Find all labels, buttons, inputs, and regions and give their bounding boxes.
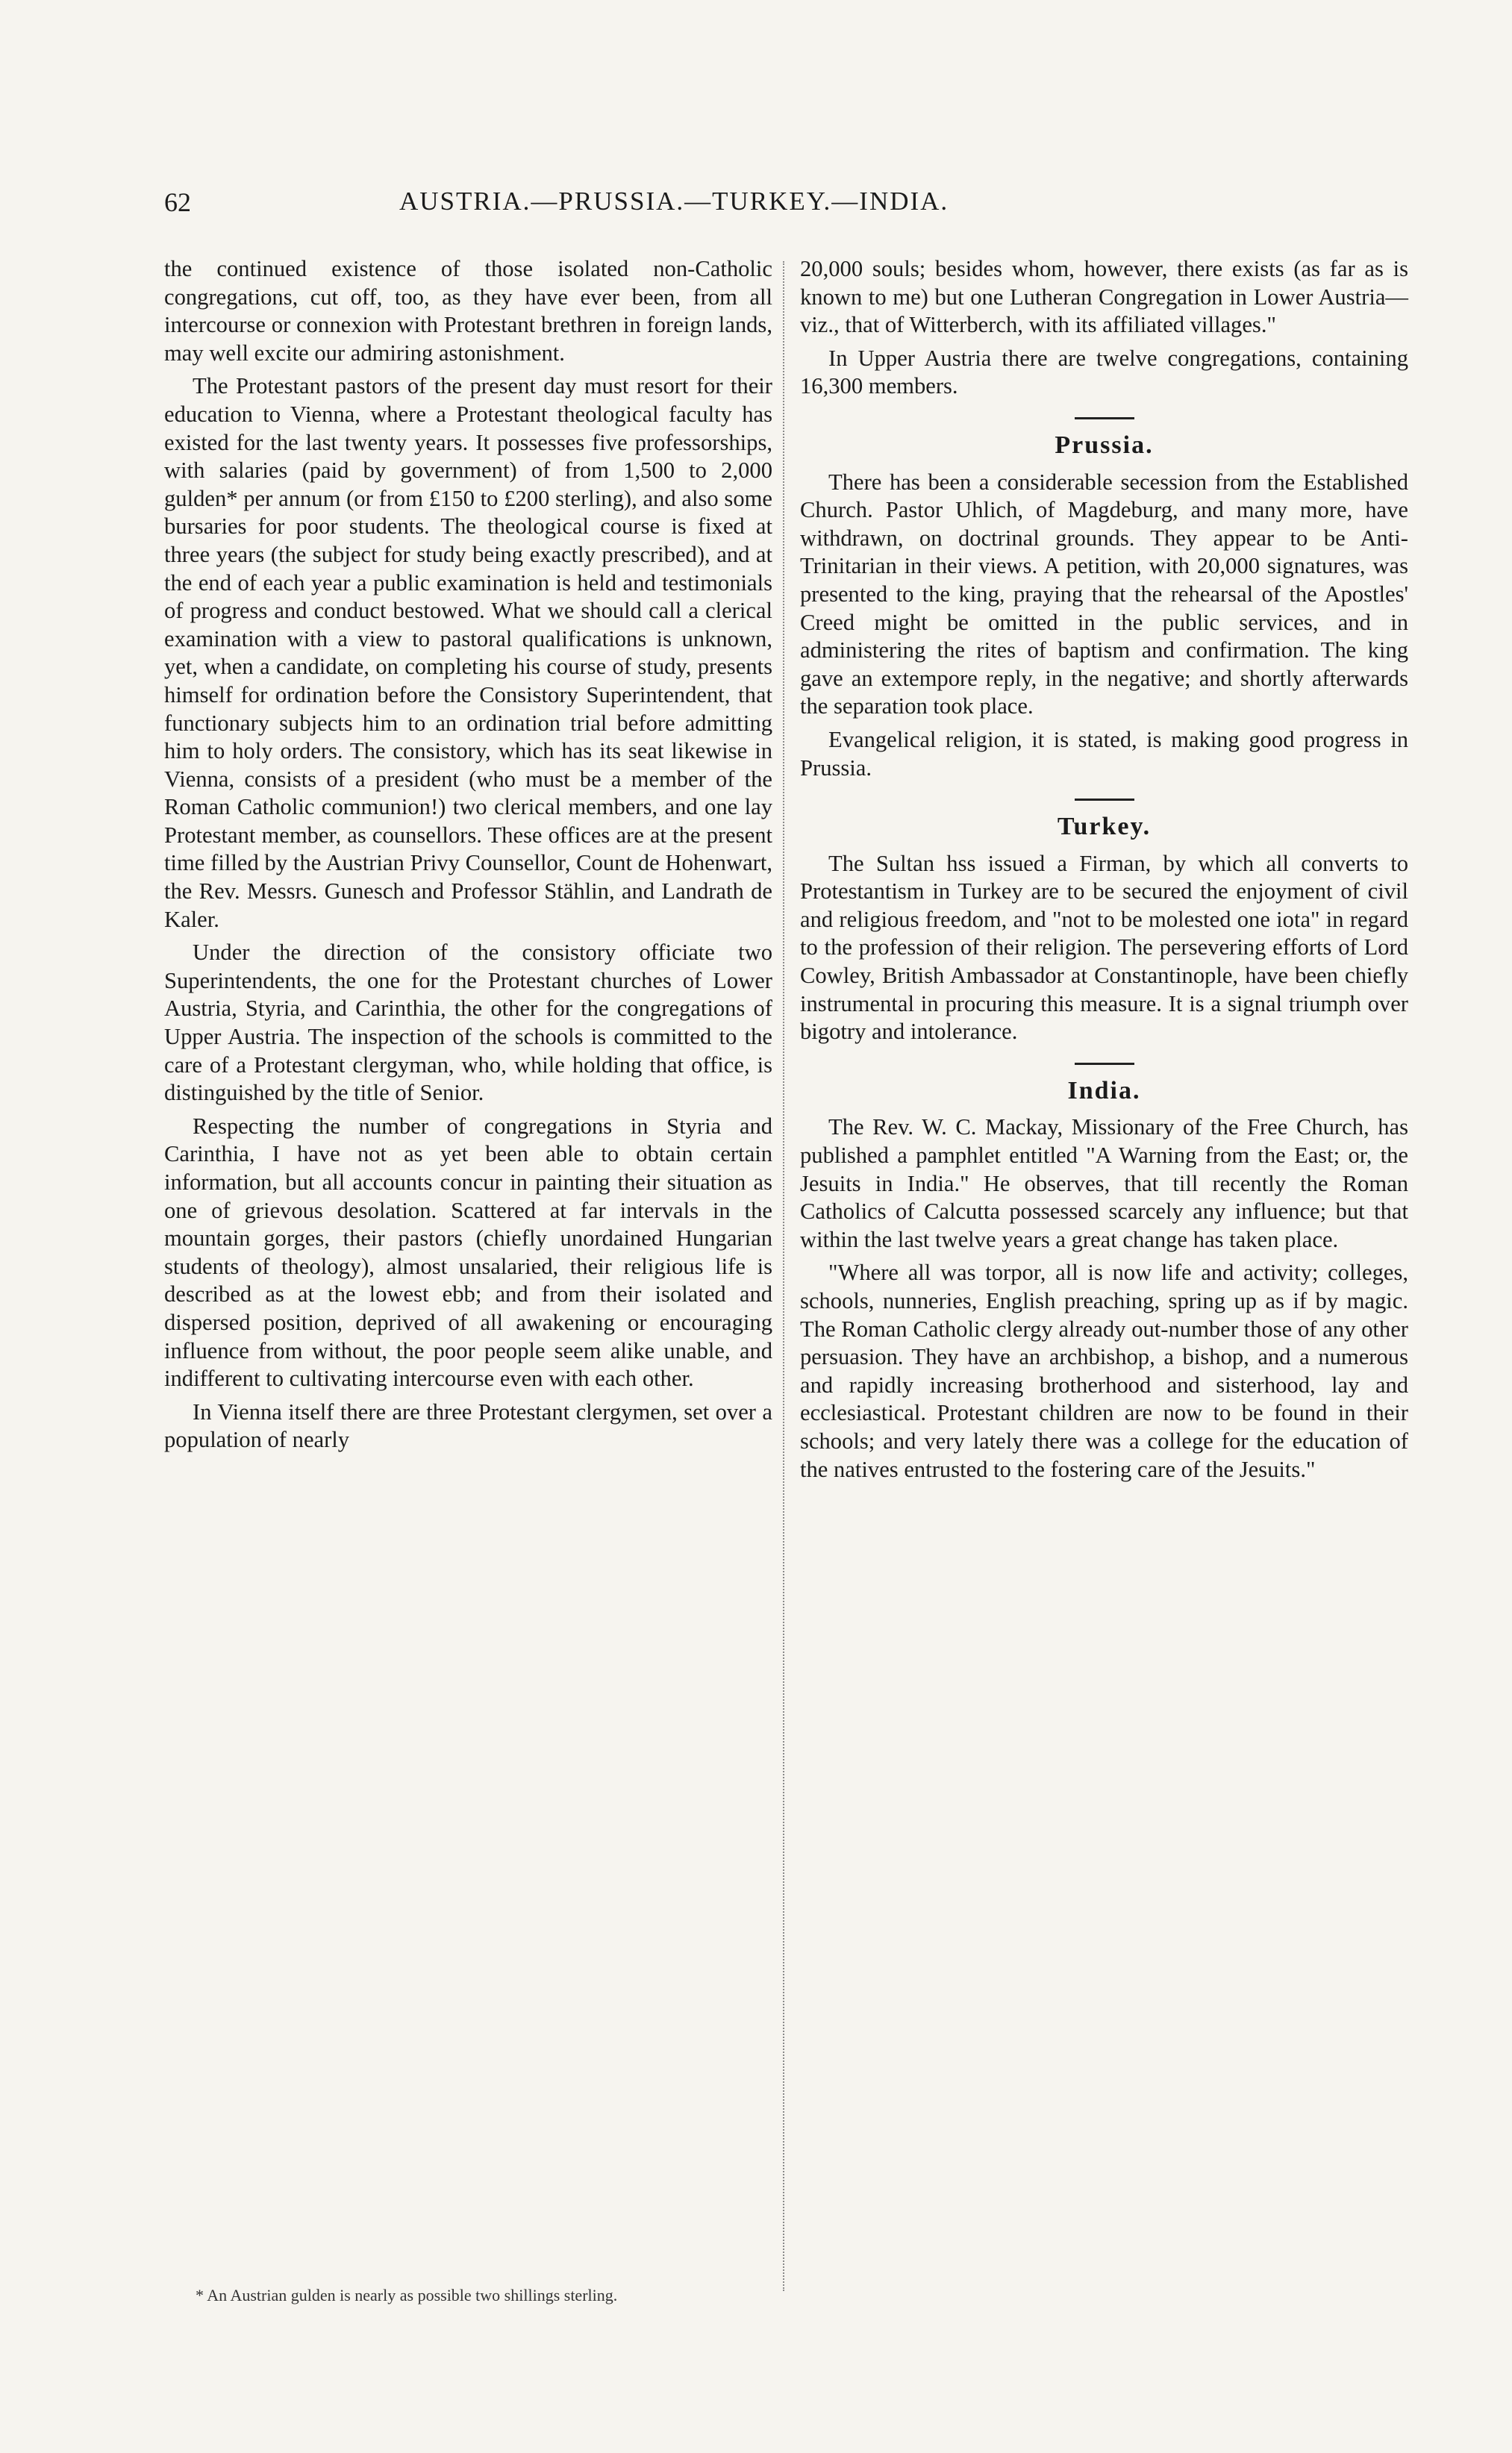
section-heading-prussia: Prussia.: [1055, 431, 1154, 459]
right-column: [800, 255, 1408, 1489]
section-divider: [1075, 417, 1134, 419]
paragraph: The Rev. W. C. Mackay, Missionary of the Free Church, has published a pamphlet entitled "A Warning from the East; or, the Jesuits in India." He observes, that till recently the Roman Catholics of Calcutta possessed scarcely any influence; but that within the last twelve years a great change has taken place.: [800, 1114, 1408, 1252]
left-column: [164, 255, 772, 1460]
footnote: * An Austrian gulden is nearly as possible two shillings sterling.: [196, 2286, 618, 2304]
section-heading-turkey: Turkey.: [1057, 813, 1152, 841]
paragraph: The Sultan hss issued a Firman, by which all converts to Protestantism in Turkey are to be secured the enjoyment of civil and religious freedom, and "not to be molested one iota" in regard to the profession of their religion. The persevering efforts of Lord Cowley, British Ambassador at Constantinople, have been chiefly instrumental in procuring this measure. It is a signal triumph over bigotry and intolerance.: [800, 850, 1408, 1045]
page-header: [164, 187, 1127, 231]
paragraph: Evangelical religion, it is stated, is making good progress in Prussia.: [800, 726, 1408, 781]
column-divider: [783, 261, 784, 2291]
paragraph: Under the direction of the consistory officiate two Superintendents, the one for the Protestant churches of Lower Austria, Styria, and Carinthia, the other for the congregations of Upper Austria. The inspection of the schools is committed to the care of a Protestant clergyman, who, while holding that office, is distinguished by the title of Senior.: [164, 940, 772, 1106]
section-divider: [1075, 1063, 1134, 1065]
paragraph: Respecting the number of congregations in Styria and Carinthia, I have not as yet been able to obtain certain information, but all accounts concur in painting their situation as one of grievous desolation. Scattered at far intervals in the mountain gorges, their pastors (chiefly unordained Hungarian students of theology), almost unsalaried, their religious life is described as at the lowest ebb; and from their isolated and dispersed position, deprived of all awakening or encouraging influence from without, the poor people seem alike unable, and indifferent to cultivating intercourse even with each other.: [164, 1113, 772, 1392]
section-heading-india: India.: [1067, 1076, 1141, 1104]
section-divider: [1075, 799, 1134, 801]
running-title: AUSTRIA.—PRUSSIA.—TURKEY.—INDIA.: [399, 187, 949, 216]
paragraph: "Where all was torpor, all is now life and activity; colleges, schools, nunneries, English preaching, spring up as if by magic. The Roman Catholic clergy already out-number those of any other persuasion. They have an archbishop, a bishop, and a numerous and rapidly increasing brotherhood and sisterhood, lay and ecclesiastical. Protestant children are now to be found in their schools; and very lately there was a college for the education of the natives entrusted to the fostering care of the Jesuits.": [800, 1260, 1408, 1482]
paragraph: In Upper Austria there are twelve congregations, containing 16,300 members.: [800, 345, 1408, 399]
paragraph: 20,000 souls; besides whom, however, there exists (as far as is known to me) but one Lutheran Congregation in Lower Austria—viz., that of Witterberch, with its affiliated villages.": [800, 256, 1408, 338]
paragraph: In Vienna itself there are three Protestant clergymen, set over a population of nearly: [164, 1399, 772, 1453]
page-number: 62: [164, 187, 191, 217]
paragraph: There has been a considerable secession from the Established Church. Pastor Uhlich, of Magdeburg, and many more, have withdrawn, on doctrinal grounds. They appear to be Anti-Trinitarian in their views. A petition, with 20,000 signatures, was presented to the king, praying that the rehearsal of the Apostles' Creed might be omitted in the public services, and in administering the rites of baptism and confirmation. The king gave an extempore reply, in the negative; and shortly afterwards the separation took place.: [800, 469, 1408, 719]
paragraph: the continued existence of those isolated non-Catholic congregations, cut off, too, as they have ever been, from all intercourse or connexion with Protestant brethren in foreign lands, may well excite our admiring astonishment.: [164, 256, 772, 366]
paragraph: The Protestant pastors of the present day must resort for their education to Vienna, where a Protestant theological faculty has existed for the last twenty years. It possesses five professorships, with salaries (paid by government) of from 1,500 to 2,000 gulden* per annum (or from £150 to £200 sterling), and also some bursaries for poor students. The theological course is fixed at three years (the subject for study being exactly prescribed), and at the end of each year a public examination is held and testimonials of progress and conduct bestowed. What we should call a clerical examination with a view to pastoral qualifications is unknown, yet, when a candidate, on completing his course of study, presents himself for ordination before the Consistory Superintendent, that functionary subjects him to an ordination trial before admitting him to holy orders. The consistory, which has its seat likewise in Vienna, consists of a president (who must be a member of the Roman Catholic communion!) two clerical members, and one lay Protestant member, as counsellors. These offices are at the present time filled by the Austrian Privy Counsellor, Count de Hohenwart, the Rev. Messrs. Gunesch and Professor Stählin, and Landrath de Kaler.: [164, 373, 772, 932]
